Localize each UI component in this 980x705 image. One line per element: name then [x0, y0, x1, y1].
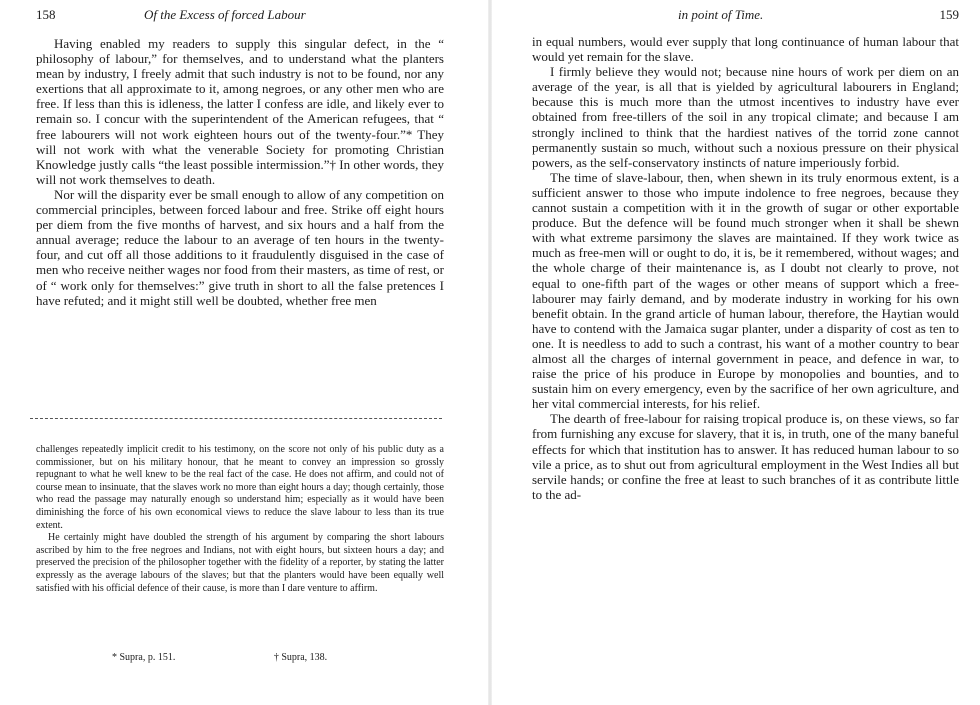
- right-page-number: 159: [939, 7, 959, 22]
- right-paragraph: I firmly believe they would not; because nine hours of work per diem on an average of the year, is all that is yielded by agricultural labourers in England; because this is much more than the utmost incentives to industry have ever obtained from free-tillers of the soil in any tropical climate; and because I am strongly inclined to think that the hardiest natives of the torrid zone cannot permanently sustain so much, without such a noxious pressure on their physical powers, as the self-conservatory instincts of nature imperiously forbid.: [532, 64, 959, 170]
- footnote-separator: [30, 418, 442, 419]
- footnote-paragraph: He certainly might have doubled the strength of his argument by comparing the short labours ascribed by him to the free negroes and Indians, not with eight hours, but sixteen hours a day; and preserved the precision of the philosopher together with the fidelity of a reporter, by stating the latter expressly as the average labours of the slaves; but that the planters would have been equally well satisfied with his official defence of their cause, is more than I dare venture to affirm.: [36, 532, 444, 594]
- left-page-number: 158: [36, 7, 56, 22]
- footnote-ref-2: † Supra, 138.: [273, 652, 328, 663]
- right-page: [490, 0, 980, 705]
- footnotes: [36, 444, 444, 595]
- footnote-references: [112, 652, 412, 663]
- right-paragraph: The dearth of free-labour for raising tropical produce is, on these views, so far from furnishing any excuse for slavery, that it is, in truth, one of the many baneful effects for which that institution has to answer. It has reduced human labour to so vile a price, as to shut out from agricultural employment in the West Indies all but servile hands; or confine the free at least to such branches of it as contribute little to the ad-: [532, 411, 959, 502]
- right-body-text: [532, 34, 959, 502]
- footnote-ref-1: * Supra, p. 151.: [112, 652, 176, 663]
- right-paragraph: in equal numbers, would ever supply that long continuance of human labour that would yet remain for the slave.: [532, 34, 959, 65]
- left-paragraph: Having enabled my readers to supply this singular defect, in the “ philosophy of labour,” for themselves, and to understand what the planters mean by industry, I freely admit that such industry is not to be found, nor any exertions that all approximate to it, among negroes, or any other men who are free. If less than this is idleness, the latter I confess are idle, and likely ever to remain so. I concur with the superintendent of the American refugees, that “ free labourers will not work eighteen hours out of the twenty-four.”* They will not work with what the venerable Society for promoting Christian Knowledge justly calls “the least possible intermission.”† In other words, they will not work themselves to death.: [36, 36, 444, 187]
- left-body-text: [36, 36, 444, 308]
- right-paragraph: The time of slave-labour, then, when shewn in its truly enormous extent, is a sufficient answer to those who impute indolence to free negroes, because they cannot sustain a competition with it in the growth of sugar or other exportable produce. But the defence will be found much stronger when it shall be shewn with what extreme parsimony the slaves are maintained. If they work twice as much as free-men will or ought to do, it is, be it remembered, without wages; and the whole charge of their maintenance is, as I doubt not clearly to prove, not equal to one-fifth part of the wages or other means of support which a free-labourer may fairly demand, and by moderate industry in working for his own benefit obtain. In the grand article of human labour, therefore, the Haytian would have to contend with the Jamaica sugar planter, under a disparity of cost as ten to one. It is needless to add to such a contrast, his want of a mother country to bear almost all the charges of internal government in peace, and defence in war, to raise the price of his produce in Europe by monopolies and bounties, and to sustain him on every emergency, even by the sacrifice of her own agriculture, and her vital commercial interests, for his relief.: [532, 169, 959, 412]
- left-paragraph: Nor will the disparity ever be small enough to allow of any competition on commercial principles, between forced labour and free. Strike off eight hours per diem from the five months of harvest, and six hours and a half from the annual average; reduce the labour to an average of ten hours in the twenty-four, and cut off all those additions to it fraudulently disguised in the case of men who receive neither wages nor food from their masters, as time of rest, or of “ work only for themselves:” give truth in short to all the false pretences I have refuted; and it might still well be doubted, whether free men: [36, 186, 444, 308]
- right-running-head: in point of Time.: [678, 7, 764, 22]
- footnote-paragraph: challenges repeatedly implicit credit to his testimony, on the score not only of his public duty as a commissioner, but on his military honour, that he meant to convey an impression so grossly repugnant to what he well knew to be the real fact of the case. He does not affirm, and could not of course mean to insinuate, that the slaves work no more than eight hours a day; though certainly, those who read the passage may naturally enough so understand him; especially as it would have been diminishing the force of his own economical views to reduce the slave labour to less than its true extent.: [36, 444, 444, 531]
- left-running-head: Of the Excess of forced Labour: [144, 7, 306, 22]
